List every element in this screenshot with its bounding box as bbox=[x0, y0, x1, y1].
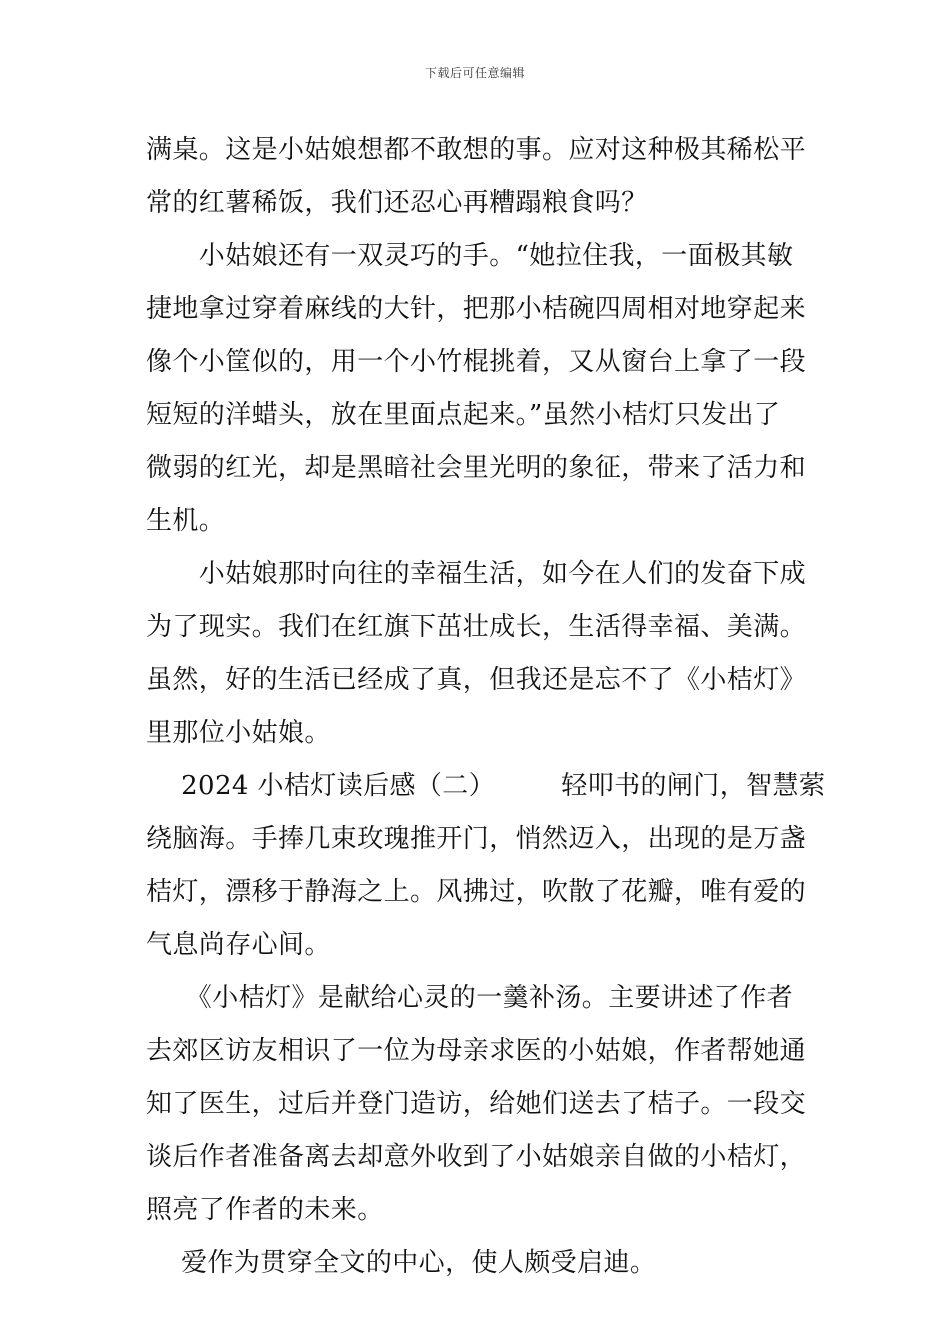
text-line: 去郊区访友相识了一位为母亲求医的小姑娘，作者帮她通 bbox=[146, 1036, 807, 1066]
text-line: 2024 小桔灯读后感（二） 轻叩书的闸门，智慧萦 bbox=[146, 771, 826, 801]
text-line: 为了现实。我们在红旗下茁壮成长，生活得幸福、美满。 bbox=[146, 612, 807, 642]
text-line: 里那位小姑娘。 bbox=[146, 718, 331, 748]
text-line: 谈后作者准备离去却意外收到了小姑娘亲自做的小桔灯， bbox=[146, 1142, 807, 1172]
text-line: 《小桔灯》是献给心灵的一羹补汤。主要讲述了作者 bbox=[146, 983, 794, 1013]
text-line: 满桌。这是小姑娘想都不敢想的事。应对这种极其稀松平 bbox=[146, 135, 807, 165]
text-line: 捷地拿过穿着麻线的大针，把那小桔碗四周相对地穿起来 bbox=[146, 294, 807, 324]
text-line: 小姑娘那时向往的幸福生活，如今在人们的发奋下成 bbox=[146, 559, 807, 589]
text-line: 绕脑海。手捧几束玫瑰推开门，悄然迈入，出现的是万盏 bbox=[146, 824, 807, 854]
text-line: 微弱的红光，却是黑暗社会里光明的象征，带来了活力和 bbox=[146, 453, 807, 483]
document-body bbox=[146, 124, 826, 1290]
text-line: 照亮了作者的未来。 bbox=[146, 1195, 384, 1225]
text-line: 知了医生，过后并登门造访，给她们送去了桔子。一段交 bbox=[146, 1089, 807, 1119]
text-line: 小姑娘还有一双灵巧的手。“她拉住我，一面极其敏 bbox=[146, 241, 794, 271]
text-line: 短短的洋蜡头，放在里面点起来。”虽然小桔灯只发出了 bbox=[146, 400, 781, 430]
text-line: 生机。 bbox=[146, 506, 226, 536]
page-header: 下载后可任意编辑 bbox=[424, 66, 525, 80]
text-line: 虽然，好的生活已经成了真，但我还是忘不了《小桔灯》 bbox=[146, 665, 807, 695]
text-line: 像个小筐似的，用一个小竹棍挑着，又从窗台上拿了一段 bbox=[146, 347, 807, 377]
text-line: 气息尚存心间。 bbox=[146, 930, 331, 960]
text-line: 桔灯，漂移于静海之上。风拂过，吹散了花瓣，唯有爱的 bbox=[146, 877, 807, 907]
text-line: 常的红薯稀饭，我们还忍心再糟蹋粮食吗？ bbox=[146, 188, 648, 218]
text-line: 爱作为贯穿全文的中心，使人颇受启迪。 bbox=[146, 1248, 657, 1278]
